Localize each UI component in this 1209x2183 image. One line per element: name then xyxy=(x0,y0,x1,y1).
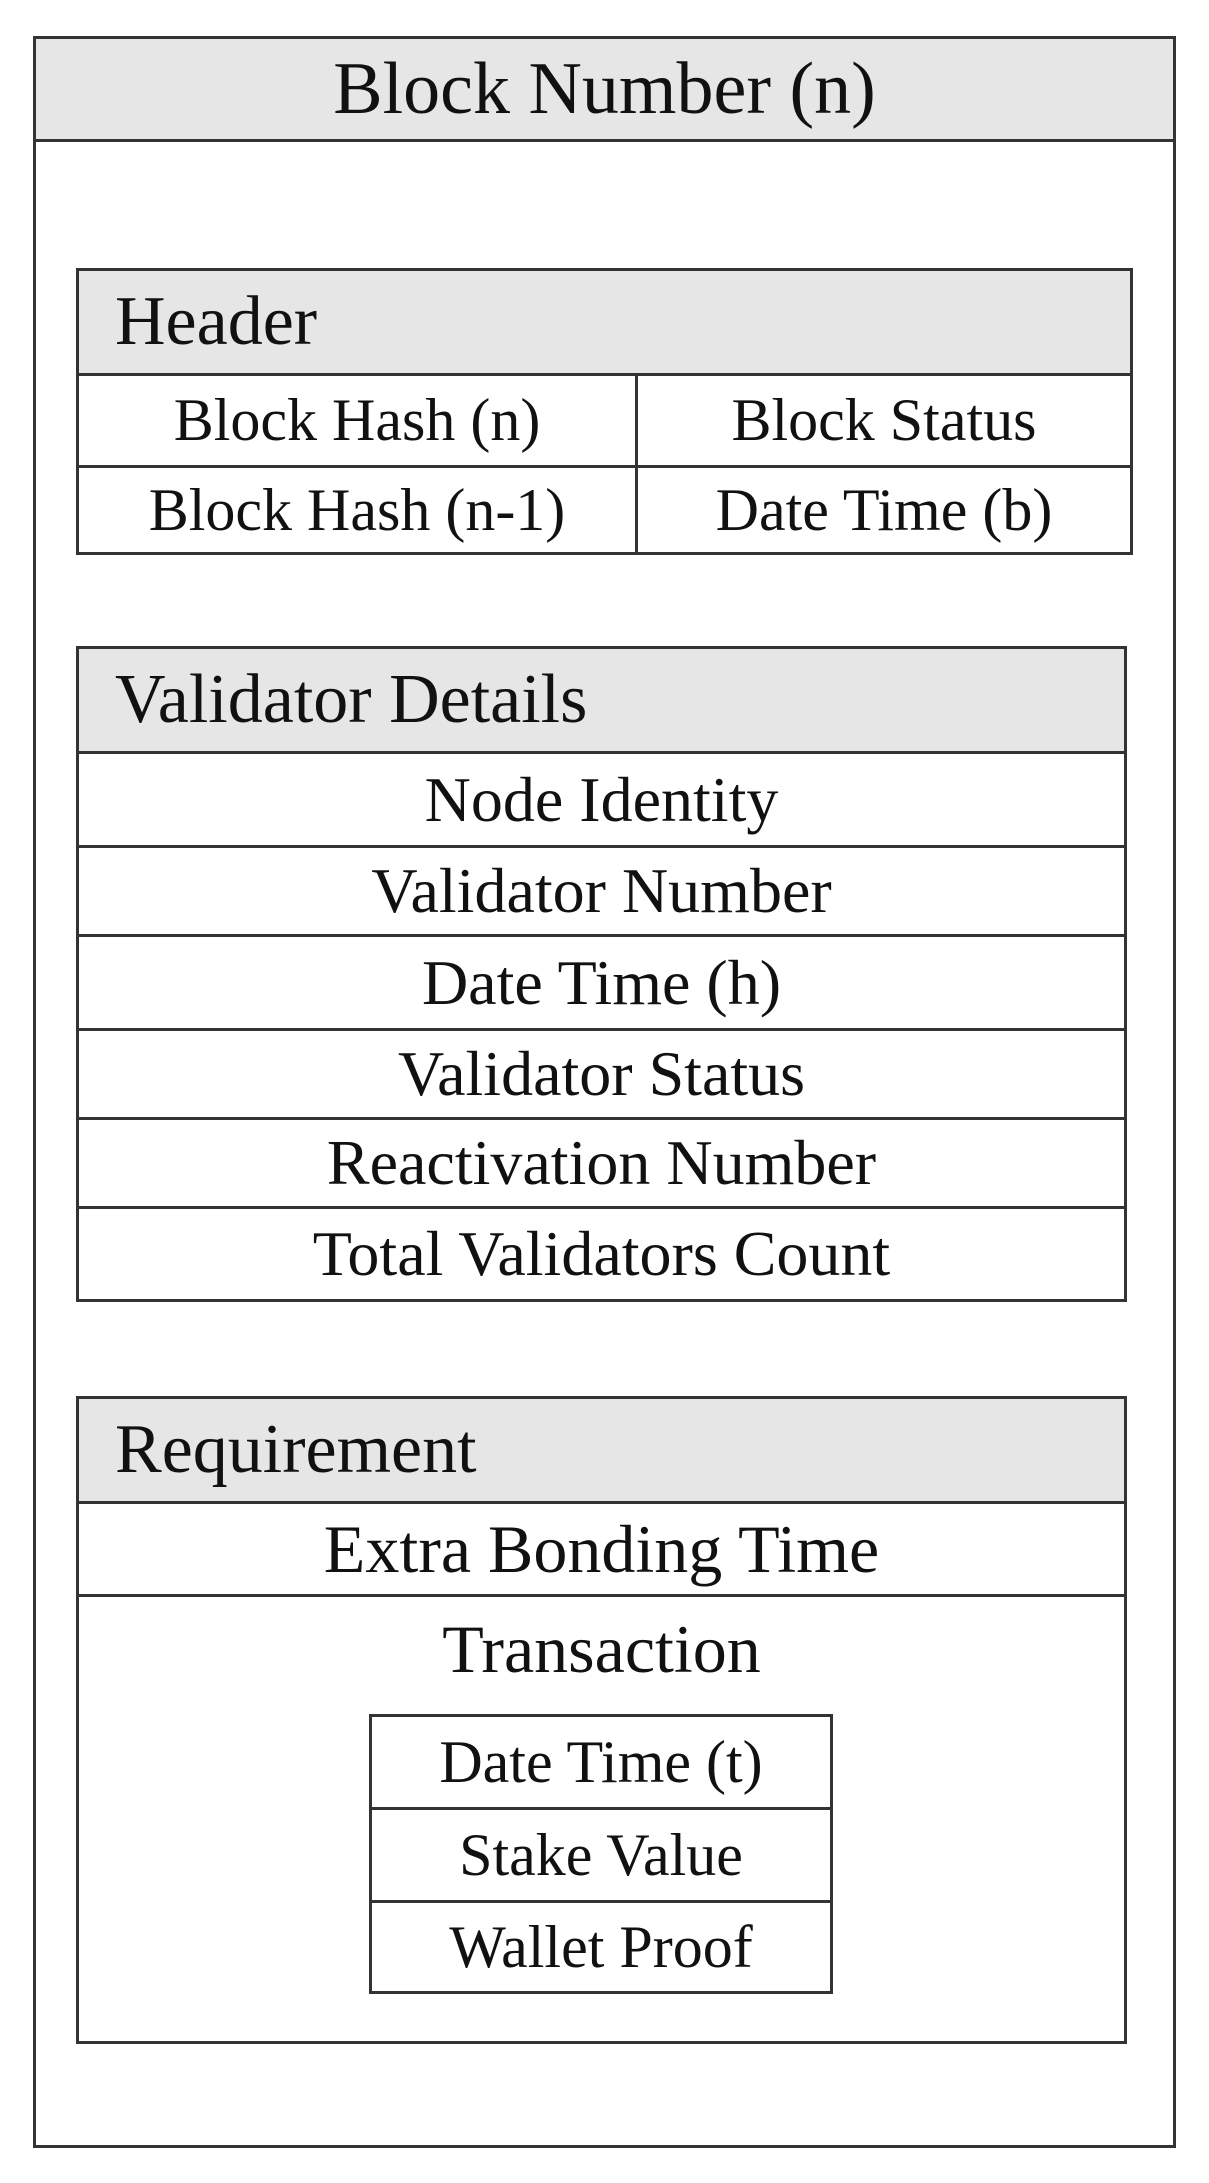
extra-bonding-time-field: Extra Bonding Time xyxy=(76,1501,1127,1597)
node-identity-field: Node Identity xyxy=(76,751,1127,848)
reactivation-number-field: Reactivation Number xyxy=(76,1117,1127,1209)
wallet-proof-field: Wallet Proof xyxy=(369,1900,833,1994)
date-time-h-field: Date Time (h) xyxy=(76,934,1127,1031)
block-status-cell: Block Status xyxy=(635,373,1133,468)
header-section-title: Header xyxy=(76,268,1133,376)
validator-number-field: Validator Number xyxy=(76,845,1127,937)
requirement-section-title: Requirement xyxy=(76,1396,1127,1504)
block-hash-n-cell: Block Hash (n) xyxy=(76,373,638,468)
date-time-t-field: Date Time (t) xyxy=(369,1714,833,1810)
block-title: Block Number (n) xyxy=(33,36,1176,142)
date-time-b-cell: Date Time (b) xyxy=(635,465,1133,555)
transaction-title: Transaction xyxy=(442,1610,761,1687)
block-hash-prev-cell: Block Hash (n-1) xyxy=(76,465,638,555)
total-validators-count-field: Total Validators Count xyxy=(76,1206,1127,1302)
stake-value-field: Stake Value xyxy=(369,1807,833,1903)
validator-status-field: Validator Status xyxy=(76,1028,1127,1120)
validator-section-title: Validator Details xyxy=(76,646,1127,754)
